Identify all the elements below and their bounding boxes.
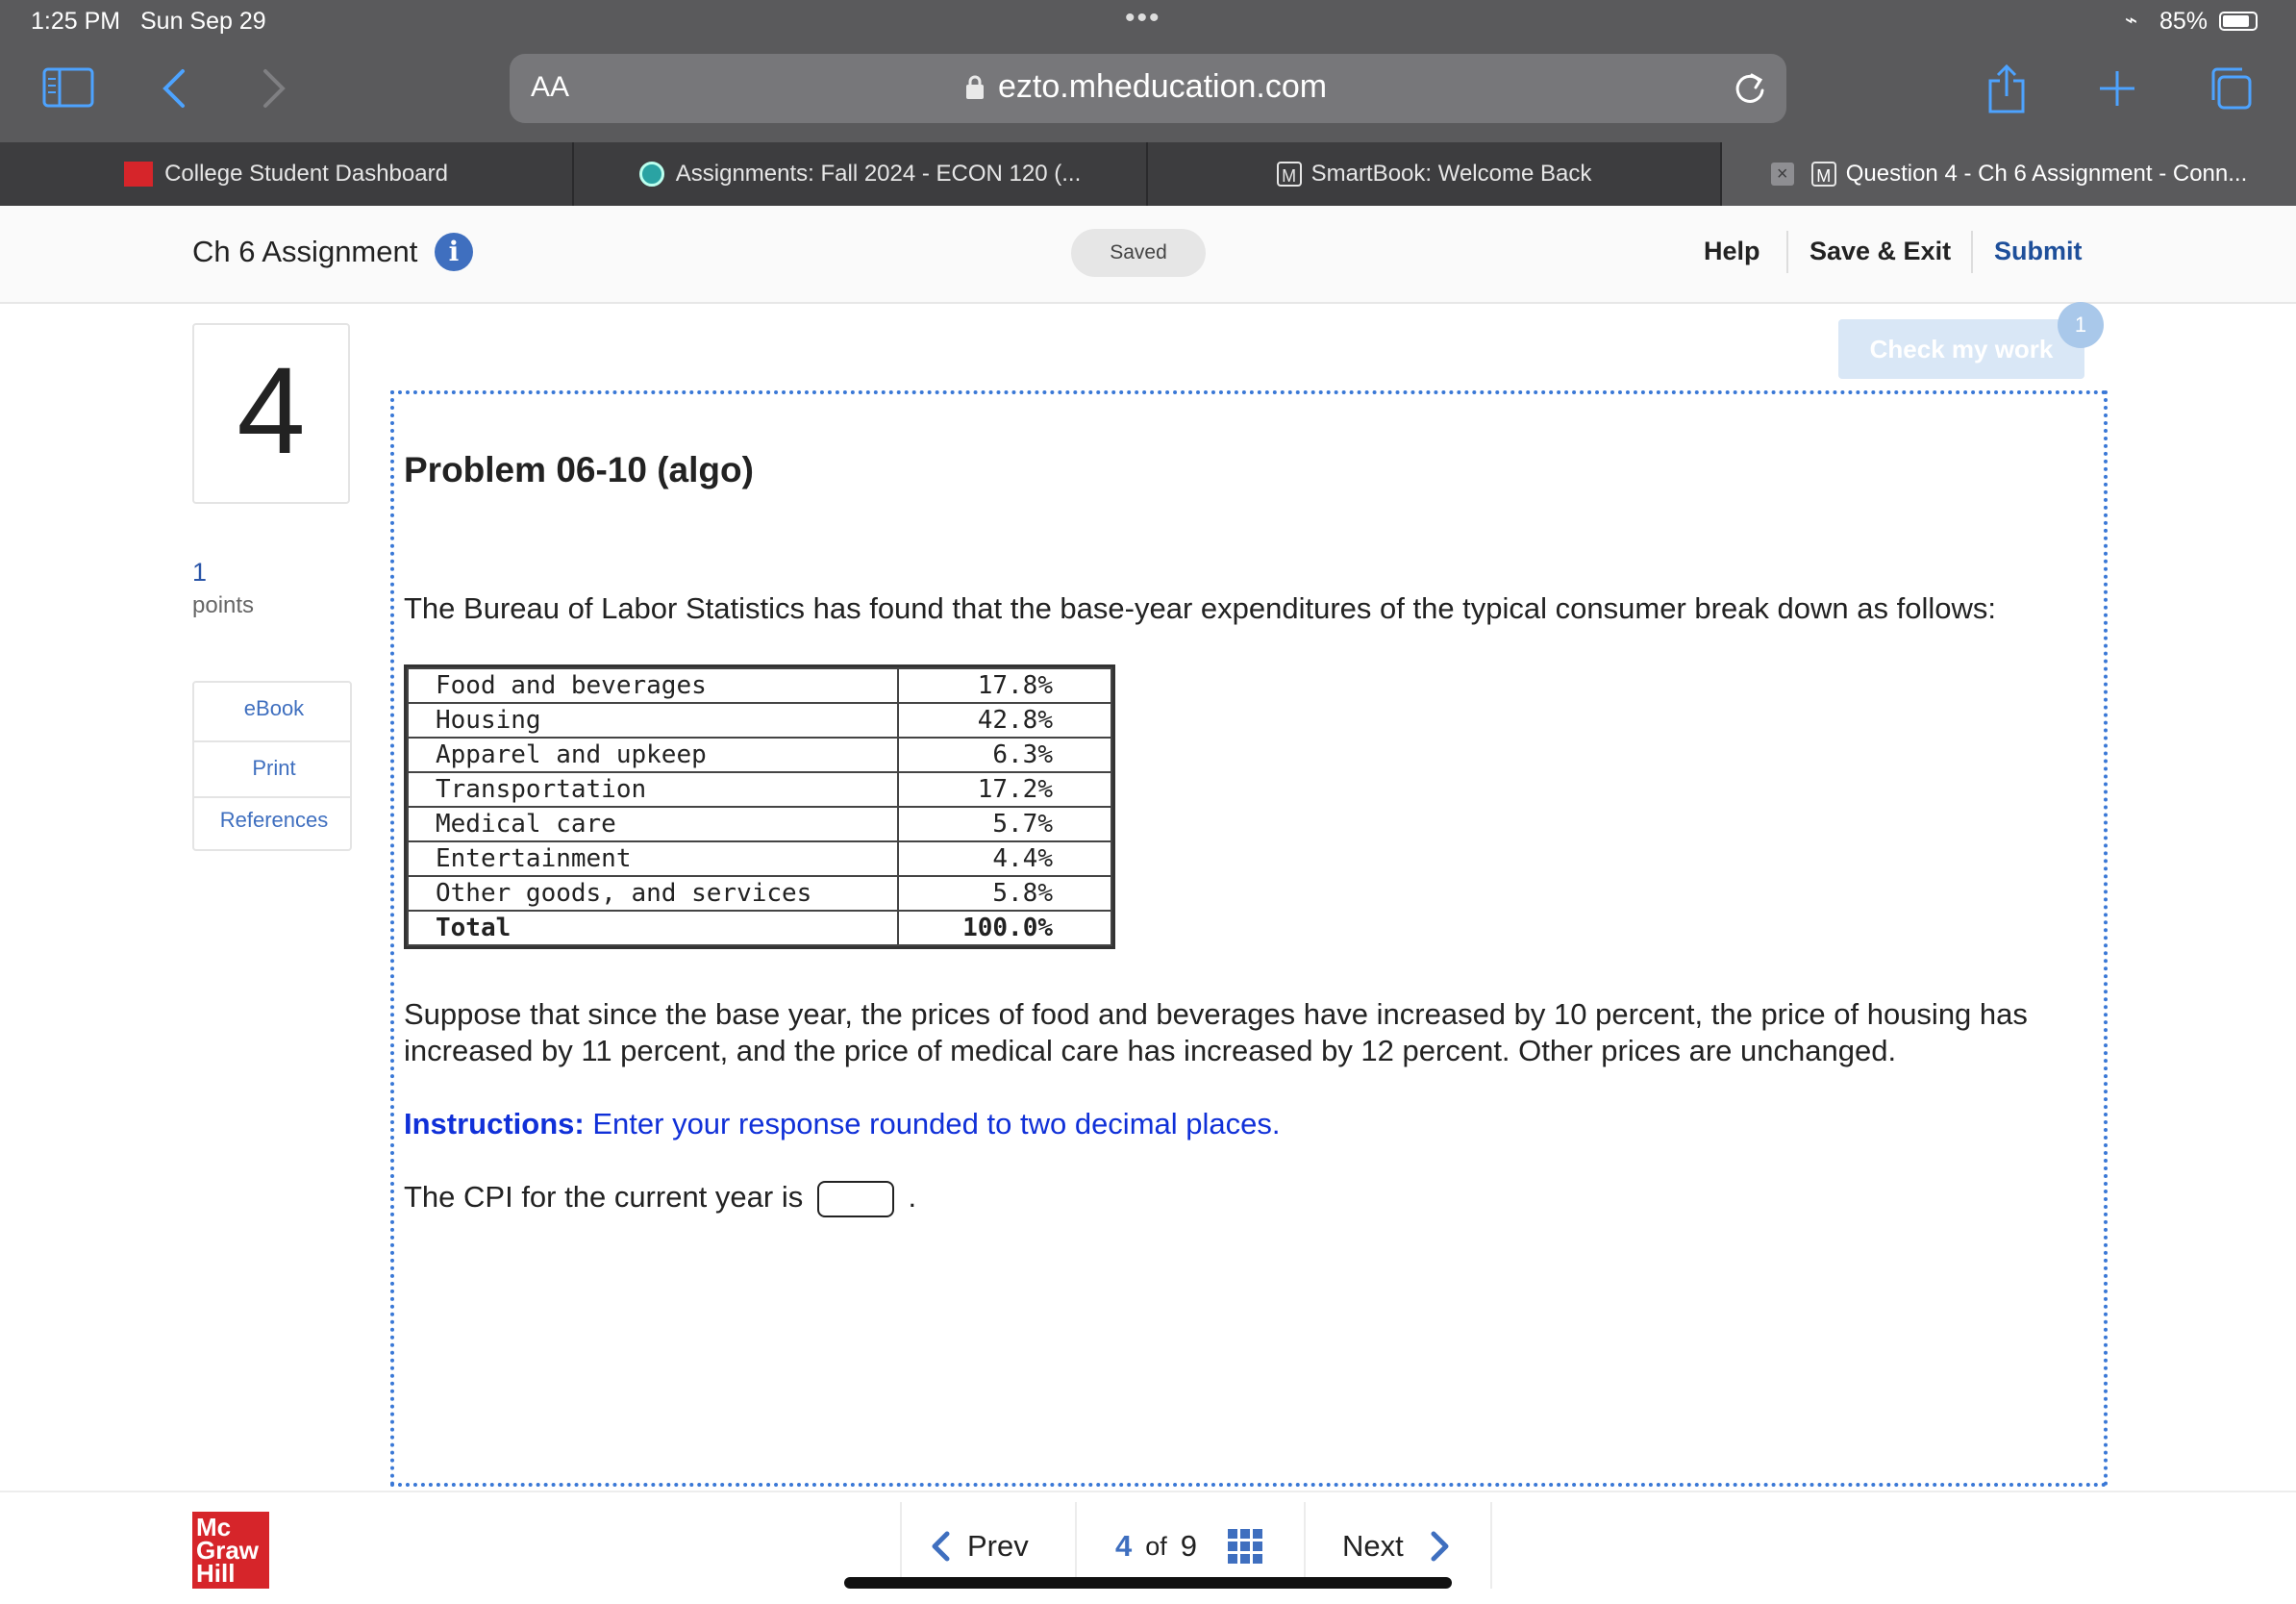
browser-chrome xyxy=(0,0,2296,142)
divider xyxy=(1786,231,1788,273)
points-label: points xyxy=(192,592,255,618)
instructions xyxy=(404,1106,2077,1142)
footer-divider xyxy=(0,1491,2296,1492)
current-page: 4 xyxy=(1115,1529,1133,1563)
total-value-cell: 100.0% xyxy=(898,911,1111,945)
total-pages: 9 xyxy=(1180,1529,1198,1563)
submit-button[interactable]: Submit xyxy=(1994,237,2083,265)
prev-button[interactable] xyxy=(929,1529,1029,1564)
value-cell: 42.8% xyxy=(898,703,1111,738)
question-number-box xyxy=(192,323,350,504)
prev-label: Prev xyxy=(967,1529,1029,1563)
divider xyxy=(1490,1502,1492,1589)
url-text[interactable]: ezto.mheducation.com xyxy=(998,68,1328,105)
category-cell: Other goods, and services xyxy=(408,876,898,911)
cpi-answer-input[interactable] xyxy=(817,1181,894,1217)
value-cell: 5.7% xyxy=(898,807,1111,841)
table-row xyxy=(408,876,1111,911)
divider xyxy=(1971,231,1973,273)
new-tab-icon[interactable] xyxy=(2098,69,2136,108)
ebook-link[interactable]: eBook xyxy=(243,696,305,720)
battery-percent: 85% xyxy=(2159,8,2209,35)
logo-line: Graw xyxy=(196,1536,260,1565)
answer-suffix: . xyxy=(908,1180,917,1214)
question-scenario: Suppose that since the base year, the prices of food and beverages have increased by 10 percent, the price of housing has increased by 11 percent, and the price of medical care has increased by 12 percent. Other prices are unchanged. xyxy=(404,997,2028,1067)
canvas-favicon-icon xyxy=(639,162,664,187)
category-cell: Medical care xyxy=(408,807,898,841)
help-link[interactable]: Help xyxy=(1704,237,1760,265)
page-indicator[interactable] xyxy=(1115,1529,1262,1564)
resource-links xyxy=(192,681,352,851)
table-row xyxy=(408,703,1111,738)
reload-icon[interactable] xyxy=(1733,71,1767,106)
status-time: 1:25 PM xyxy=(31,8,121,35)
tab-bar xyxy=(0,142,2296,206)
category-cell: Housing xyxy=(408,703,898,738)
close-tab-icon[interactable]: × xyxy=(1771,163,1794,186)
tab-overview-icon[interactable] xyxy=(2208,65,2254,112)
chevron-left-icon xyxy=(929,1530,952,1563)
divider xyxy=(194,796,350,798)
tab-label: Question 4 - Ch 6 Assignment - Conn... xyxy=(1845,161,2248,187)
page-title: Ch 6 Assignment xyxy=(192,235,418,268)
assignment-header xyxy=(0,206,2296,304)
table-row xyxy=(408,668,1111,703)
link-icon: ⌁ xyxy=(2125,8,2138,32)
category-cell: Apparel and upkeep xyxy=(408,738,898,772)
tab-label: Assignments: Fall 2024 - ECON 120 (... xyxy=(675,161,1082,187)
tab-assignments[interactable] xyxy=(574,142,1148,206)
saved-status-badge: Saved xyxy=(1071,229,1206,277)
value-cell: 17.2% xyxy=(898,772,1111,807)
question-intro: The Bureau of Labor Statistics has found that the base-year expenditures of the typical consumer break down as follows: xyxy=(404,591,1996,625)
category-cell: Entertainment xyxy=(408,841,898,876)
print-link[interactable]: Print xyxy=(252,756,296,780)
text-size-button[interactable]: AA xyxy=(531,71,570,103)
back-icon[interactable] xyxy=(160,67,188,110)
address-bar[interactable] xyxy=(510,54,1786,123)
answer-line xyxy=(404,1179,916,1217)
value-cell: 17.8% xyxy=(898,668,1111,703)
total-label-cell: Total xyxy=(408,911,898,945)
share-icon[interactable] xyxy=(1986,63,2027,113)
expenditure-table xyxy=(407,667,1112,946)
mcgraw-favicon-icon: M xyxy=(1277,162,1302,187)
tab-label: SmartBook: Welcome Back xyxy=(1310,161,1592,187)
divider xyxy=(900,1502,902,1589)
info-icon[interactable]: i xyxy=(435,233,473,271)
divider xyxy=(1075,1502,1077,1589)
category-cell: Food and beverages xyxy=(408,668,898,703)
mcgraw-favicon-icon: M xyxy=(1811,162,1836,187)
value-cell: 6.3% xyxy=(898,738,1111,772)
tab-question-4[interactable] xyxy=(1722,142,2296,206)
problem-title: Problem 06-10 (algo) xyxy=(404,450,754,489)
home-indicator[interactable] xyxy=(844,1577,1452,1589)
mcgraw-hill-logo xyxy=(192,1512,269,1589)
logo-line: Hill xyxy=(196,1559,236,1588)
table-total-row xyxy=(408,911,1111,945)
check-work-count-badge: 1 xyxy=(2058,302,2104,348)
next-button[interactable] xyxy=(1342,1529,1452,1564)
divider xyxy=(1304,1502,1306,1589)
check-my-work-button[interactable]: Check my work xyxy=(1838,319,2084,379)
forward-icon[interactable] xyxy=(260,67,288,110)
battery-icon xyxy=(2219,12,2258,31)
value-cell: 5.8% xyxy=(898,876,1111,911)
divider xyxy=(194,740,350,742)
table-row xyxy=(408,738,1111,772)
status-date: Sun Sep 29 xyxy=(140,8,266,35)
sidebar-toggle-icon[interactable] xyxy=(42,67,94,108)
chevron-right-icon xyxy=(1429,1530,1452,1563)
grid-icon[interactable] xyxy=(1228,1529,1262,1564)
table-row xyxy=(408,841,1111,876)
question-number: 4 xyxy=(237,342,306,480)
of-label: of xyxy=(1145,1531,1167,1561)
next-label: Next xyxy=(1342,1529,1404,1563)
oracle-favicon-icon xyxy=(124,162,153,187)
logo-line: Mc xyxy=(196,1513,232,1541)
references-link[interactable]: References xyxy=(219,808,329,832)
category-cell: Transportation xyxy=(408,772,898,807)
tab-smartbook[interactable] xyxy=(1148,142,1722,206)
multitasking-dots-icon[interactable]: ••• xyxy=(1125,2,1161,34)
answer-prompt: The CPI for the current year is xyxy=(404,1180,804,1214)
save-exit-button[interactable]: Save & Exit xyxy=(1809,237,1952,265)
value-cell: 4.4% xyxy=(898,841,1111,876)
table-row xyxy=(408,807,1111,841)
tab-label: College Student Dashboard xyxy=(164,161,448,187)
instructions-label: Instructions: xyxy=(404,1107,585,1140)
points-value: 1 xyxy=(192,558,208,587)
lock-icon xyxy=(965,75,985,105)
instructions-text: Enter your response rounded to two decimal places. xyxy=(592,1107,1281,1140)
tab-college-dashboard[interactable] xyxy=(0,142,574,206)
table-row xyxy=(408,772,1111,807)
